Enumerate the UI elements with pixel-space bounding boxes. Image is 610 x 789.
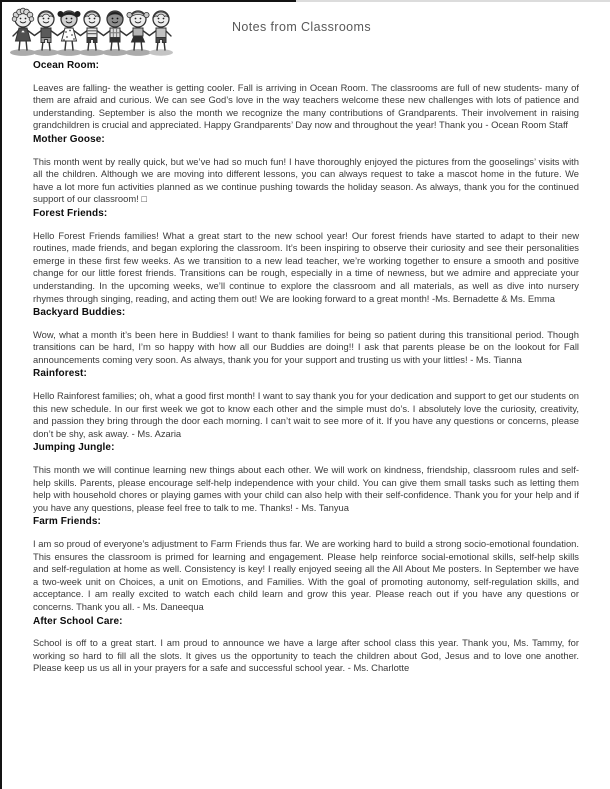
section-heading: Rainforest: xyxy=(33,368,87,380)
classroom-section xyxy=(33,134,579,206)
section-heading: Farm Friends: xyxy=(33,516,101,528)
classroom-section xyxy=(33,516,579,613)
children-holding-hands-clipart xyxy=(8,7,180,58)
classroom-section xyxy=(33,208,579,305)
classroom-section xyxy=(33,307,579,366)
section-body: Wow, what a month it’s been here in Buddies! I want to thank families for being so patient during this transitional period. Though transitions can be hard, I’m so happy with how all our Buddies are doing!! I ask that parents please be on the lookout for Fall announcements coming very soon. As always, thank you for your support and trusting us with your littles! - Ms. Tianna xyxy=(33,328,579,365)
section-heading: Forest Friends: xyxy=(33,207,108,219)
page-title: Notes from Classrooms xyxy=(232,20,371,34)
page-header xyxy=(0,0,610,60)
classroom-section xyxy=(33,616,579,675)
classroom-section xyxy=(33,368,579,440)
page-left-border xyxy=(0,0,2,789)
section-body: Leaves are falling- the weather is getting cooler. Fall is arriving in Ocean Room. The classrooms are full of new students- many of them are afraid and curious. We can see God’s love in the way teachers welcome these new challenges with lots of patience and understanding. September is also the month we recognize the many contributions of Grandparents. Their involvement in raising grandchildren is crucial and appreciated. Happy Grandparents’ Day now and throughout the year! Thank you - Ocean Room Staff xyxy=(33,81,579,131)
section-body: I am so proud of everyone’s adjustment to Farm Friends thus far. We are working hard to build a strong socio-emotional foundation. This ensures the classroom is primed for learning and engagement. Please help reinforce social-emotional skills, self-help skills and self-regulation at home as well. Consistency is key! I really enjoyed seeing all the All About Me posters. In September we have a two-week unit on Choices, a unit on Emotions, and Families. With the goal of promoting autonomy, self-regulation skills, and acceptance. I am really excited to watch each child learn and grow this year. Please reach out if you have any questions or concerns. Thank you all. - Ms. Daneequa xyxy=(33,538,579,612)
section-heading: Backyard Buddies: xyxy=(33,307,126,319)
section-heading: After School Care: xyxy=(33,615,123,627)
section-body: This month we will continue learning new things about each other. We will work on kindness, friendship, classroom rules and self-help skills. Parents, please encourage self-help independence with your child. You can give them small tasks such as letting them help with household chores or playing games with your child can also help with their self-confidence. Thank you for your help and if you have any questions, please feel free to talk to me. Thanks! - Ms. Tanyua xyxy=(33,464,579,513)
section-body: Hello Forest Friends families! What a great start to the new school year! Our forest friends have started to adapt to their new routines, made friends, and began exploring the classroom. It’s been inspiring to observe their curiosity and see their personalities emerge in these first few weeks. As we transition to a new lead teacher, we’re working together to ensure a smooth and positive change for our little forest friends. Transitions can be rough, especially in a time of newness, but we admire and appreciate your understanding. In the upcoming weeks, we’ll continue to explore the classroom and all materials, as well as dive into nursery rhymes through singing, reading, and acting them out! We are looking forward to a great month! -Ms. Bernadette & Ms. Emma xyxy=(33,229,579,304)
sections-list xyxy=(0,60,610,675)
section-heading: Ocean Room: xyxy=(33,60,100,71)
section-heading: Jumping Jungle: xyxy=(33,442,115,454)
section-body: School is off to a great start. I am proud to announce we have a large after school class this year. Thank you, Ms. Tammy, for working so hard to fill all the slots. It gives us the opportunity to teach the children about God, Jesus and to love one another. Please keep us us all in your prayers for a safe and successful school year. - Ms. Charlotte xyxy=(33,637,579,674)
section-body: Hello Rainforest families; oh, what a good first month! I want to say thank you for your dedication and support to get our students on this new schedule. In our first week we got to know each other and the simple must do’s. I absolutely love the curiosity, creativity, and passion they bring through the door each morning. I can’t wait to see more of it. If you have any questions or concerns, please don’t be shy, ask away. - Ms. Azaria xyxy=(33,390,579,439)
section-heading: Mother Goose: xyxy=(33,133,105,145)
classroom-section xyxy=(33,60,579,132)
classroom-section xyxy=(33,442,579,514)
section-body: This month went by really quick, but we’ve had so much fun! I have thoroughly enjoyed the pictures from the gooselings’ visits with all the children. Although we are moving into different lessons, you can always request to take a mascot home in the future. We have a lot more fun activities planned as we continue pushing towards the holiday season. As always, thank you for the continued support of our classroom! □ xyxy=(33,155,579,205)
